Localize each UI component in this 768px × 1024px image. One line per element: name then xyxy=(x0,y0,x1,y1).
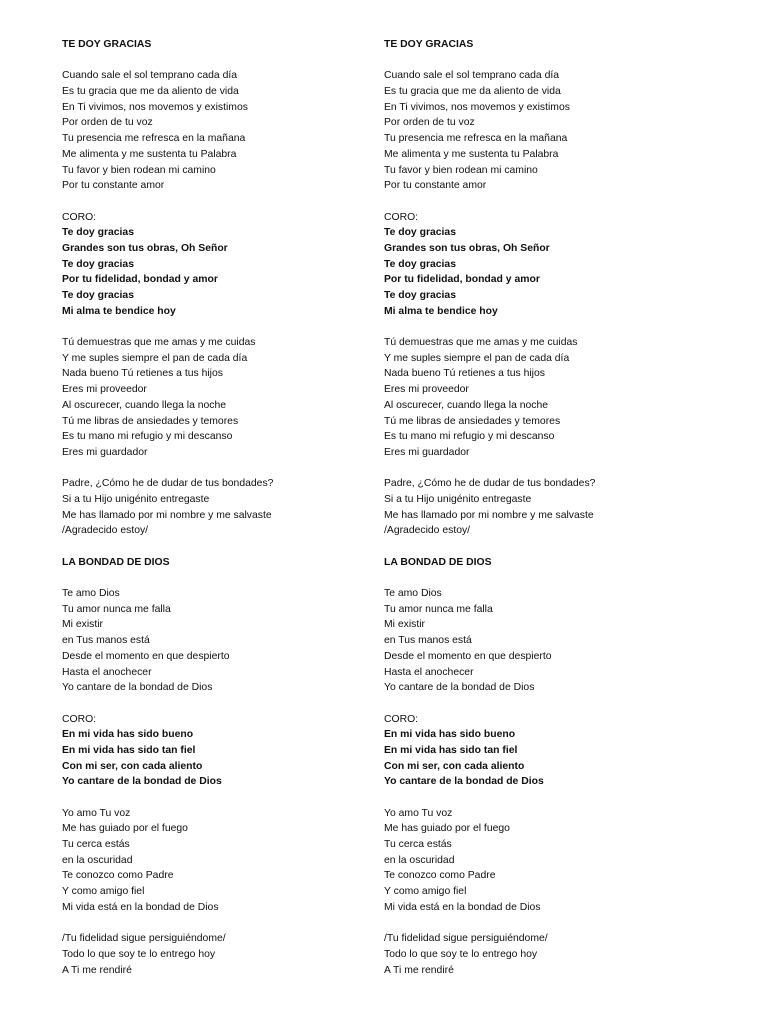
lyric-line: Tú demuestras que me amas y me cuidas xyxy=(384,337,578,349)
chorus-line: Te doy gracias xyxy=(384,290,456,301)
chorus xyxy=(62,225,392,319)
lyric-line: Tu cerca estás xyxy=(62,839,130,851)
lyric-line: Yo cantare de la bondad de Dios xyxy=(62,682,213,694)
lyric-line: Te amo Dios xyxy=(384,588,442,600)
chorus-line: Te doy gracias xyxy=(62,290,134,301)
chorus-label: CORO: xyxy=(62,211,97,223)
lyric-line: En Ti vivimos, nos movemos y existimos xyxy=(62,101,248,113)
lyric-line: Al oscurecer, cuando llega la noche xyxy=(384,399,549,411)
verse xyxy=(384,806,714,916)
lyric-line: Te conozco como Padre xyxy=(62,870,174,882)
bridge xyxy=(384,476,714,539)
lyric-line: Eres mi proveedor xyxy=(62,384,147,396)
lyric-line: Te conozco como Padre xyxy=(384,870,496,882)
lyric-line: Eres mi guardador xyxy=(384,446,470,458)
chorus-line: Mi alma te bendice hoy xyxy=(62,305,176,317)
lyric-line: en la oscuridad xyxy=(62,854,133,866)
verse xyxy=(384,68,714,194)
lyric-line: Mi vida está en la bondad de Dios xyxy=(384,901,541,913)
lyric-line: Tú me libras de ansiedades y temores xyxy=(62,415,239,427)
lyric-line: Me has guiado por el fuego xyxy=(384,823,510,835)
chorus-line: En mi vida has sido tan fiel xyxy=(384,744,518,756)
lyric-line: Tu favor y bien rodean mi camino xyxy=(62,164,216,176)
chorus xyxy=(384,727,714,790)
song-title: LA BONDAD DE DIOS xyxy=(384,556,492,568)
lyric-line: A Ti me rendiré xyxy=(384,964,454,976)
chorus-line: Grandes son tus obras, Oh Señor xyxy=(62,242,228,254)
lyric-line: Si a tu Hijo unigénito entregaste xyxy=(384,493,532,505)
lyric-line: Hasta el anochecer xyxy=(62,666,152,678)
lyric-line: /Tu fidelidad sigue persiguiéndome/ xyxy=(62,933,226,945)
chorus xyxy=(62,727,392,790)
lyric-line: Yo amo Tu voz xyxy=(62,807,131,819)
verse xyxy=(384,335,714,461)
chorus-line: Yo cantare de la bondad de Dios xyxy=(62,776,222,788)
lyric-line: Por tu constante amor xyxy=(62,180,165,192)
lyric-line: Tu presencia me refresca en la mañana xyxy=(62,133,246,145)
chorus-line: Te doy gracias xyxy=(384,227,456,239)
lyric-line: Por orden de tu voz xyxy=(384,117,475,129)
lyric-line: Padre, ¿Cómo he de dudar de tus bondades? xyxy=(384,478,596,490)
lyric-line: Tu presencia me refresca en la mañana xyxy=(384,133,568,145)
lyric-line: Y me suples siempre el pan de cada día xyxy=(62,352,248,364)
lyric-line: Nada bueno Tú retienes a tus hijos xyxy=(62,368,223,380)
lyrics-column-left xyxy=(62,37,392,978)
lyrics-column-right xyxy=(384,37,714,978)
chorus-line: Te doy gracias xyxy=(62,227,134,239)
song-title: LA BONDAD DE DIOS xyxy=(62,556,170,568)
lyric-line: Yo amo Tu voz xyxy=(384,807,453,819)
lyric-line: Todo lo que soy te lo entrego hoy xyxy=(62,948,216,960)
lyric-line: Mi existir xyxy=(62,619,103,631)
lyric-line: /Agradecido estoy/ xyxy=(62,525,149,537)
chorus-line: Grandes son tus obras, Oh Señor xyxy=(384,242,550,254)
lyric-line: Y me suples siempre el pan de cada día xyxy=(384,352,570,364)
lyric-line: En Ti vivimos, nos movemos y existimos xyxy=(384,101,570,113)
lyric-line: Tu amor nunca me falla xyxy=(384,603,493,615)
chorus-line: Yo cantare de la bondad de Dios xyxy=(384,776,544,788)
bridge xyxy=(62,476,392,539)
lyric-line: Tú me libras de ansiedades y temores xyxy=(384,415,561,427)
chorus-line: Te doy gracias xyxy=(62,258,134,270)
lyric-line: Padre, ¿Cómo he de dudar de tus bondades? xyxy=(62,478,274,490)
lyric-line: Y como amigo fiel xyxy=(62,886,145,898)
lyric-line: /Tu fidelidad sigue persiguiéndome/ xyxy=(384,933,548,945)
lyric-line: Por orden de tu voz xyxy=(62,117,153,129)
chorus-line: Mi alma te bendice hoy xyxy=(384,305,498,317)
lyric-line: Cuando sale el sol temprano cada día xyxy=(384,70,560,82)
lyric-line: Es tu gracia que me da aliento de vida xyxy=(384,86,561,98)
lyric-line: Por tu constante amor xyxy=(384,180,487,192)
lyric-line: Tú demuestras que me amas y me cuidas xyxy=(62,337,256,349)
chorus-label: CORO: xyxy=(384,211,419,223)
lyric-line: Me has llamado por mi nombre y me salvaste xyxy=(384,509,594,521)
lyric-line: Cuando sale el sol temprano cada día xyxy=(62,70,238,82)
chorus-line: En mi vida has sido bueno xyxy=(62,729,194,741)
lyric-line: Al oscurecer, cuando llega la noche xyxy=(62,399,227,411)
lyric-line: Si a tu Hijo unigénito entregaste xyxy=(62,493,210,505)
lyric-line: Es tu gracia que me da aliento de vida xyxy=(62,86,239,98)
chorus-line: En mi vida has sido bueno xyxy=(384,729,516,741)
lyric-line: Tu favor y bien rodean mi camino xyxy=(384,164,538,176)
lyric-line: Eres mi proveedor xyxy=(384,384,469,396)
lyric-line: Te amo Dios xyxy=(62,588,120,600)
lyric-line: Me alimenta y me sustenta tu Palabra xyxy=(384,148,559,160)
lyric-line: Desde el momento en que despierto xyxy=(62,650,230,662)
chorus xyxy=(384,225,714,319)
lyric-line: Yo cantare de la bondad de Dios xyxy=(384,682,535,694)
chorus-line: Con mi ser, con cada aliento xyxy=(62,760,203,772)
chorus-line: En mi vida has sido tan fiel xyxy=(62,744,196,756)
lyric-line: Y como amigo fiel xyxy=(384,886,467,898)
lyric-line: Tu cerca estás xyxy=(384,839,452,851)
lyric-line: Me has llamado por mi nombre y me salvaste xyxy=(62,509,272,521)
song-title: TE DOY GRACIAS xyxy=(62,39,152,50)
chorus-label: CORO: xyxy=(384,713,419,725)
lyric-line: A Ti me rendiré xyxy=(62,964,132,976)
lyric-line: Tu amor nunca me falla xyxy=(62,603,171,615)
chorus-line: Por tu fidelidad, bondad y amor xyxy=(384,274,540,286)
lyric-line: Desde el momento en que despierto xyxy=(384,650,552,662)
lyric-line: Nada bueno Tú retienes a tus hijos xyxy=(384,368,545,380)
verse xyxy=(62,68,392,194)
verse xyxy=(384,586,714,696)
bridge xyxy=(62,931,392,978)
lyric-line: Me has guiado por el fuego xyxy=(62,823,188,835)
lyric-line: Eres mi guardador xyxy=(62,446,148,458)
lyric-line: en la oscuridad xyxy=(384,854,455,866)
song-title: TE DOY GRACIAS xyxy=(384,39,474,50)
lyric-line: Hasta el anochecer xyxy=(384,666,474,678)
bridge xyxy=(384,931,714,978)
lyric-line: Mi existir xyxy=(384,619,425,631)
lyric-line: en Tus manos está xyxy=(62,635,150,647)
lyric-line: en Tus manos está xyxy=(384,635,472,647)
lyric-line: Me alimenta y me sustenta tu Palabra xyxy=(62,148,237,160)
lyric-line: Es tu mano mi refugio y mi descanso xyxy=(384,431,555,443)
lyric-line: Mi vida está en la bondad de Dios xyxy=(62,901,219,913)
verse xyxy=(62,335,392,461)
chorus-label: CORO: xyxy=(62,713,97,725)
verse xyxy=(62,806,392,916)
lyric-line: Todo lo que soy te lo entrego hoy xyxy=(384,948,538,960)
verse xyxy=(62,586,392,696)
lyric-line: /Agradecido estoy/ xyxy=(384,525,471,537)
lyric-line: Es tu mano mi refugio y mi descanso xyxy=(62,431,233,443)
chorus-line: Con mi ser, con cada aliento xyxy=(384,760,525,772)
chorus-line: Te doy gracias xyxy=(384,258,456,270)
chorus-line: Por tu fidelidad, bondad y amor xyxy=(62,274,218,286)
